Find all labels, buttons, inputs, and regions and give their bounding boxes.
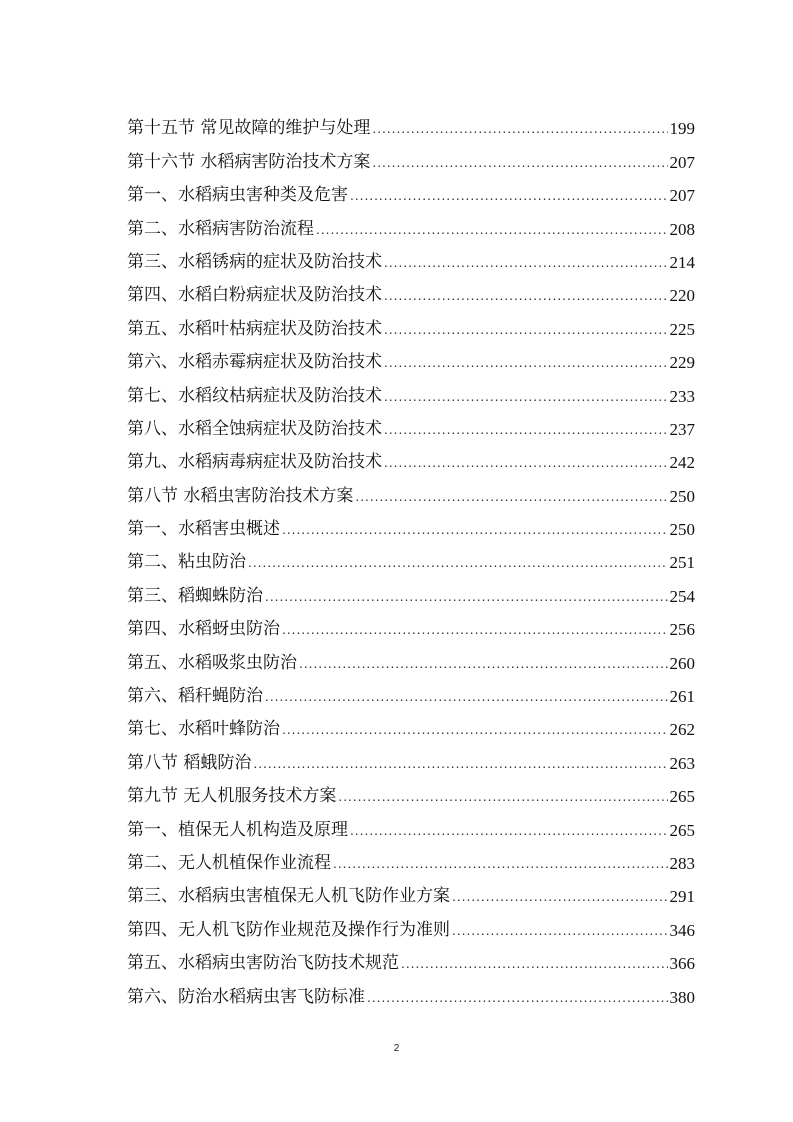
toc-entry-page: 346 xyxy=(669,920,695,940)
toc-entry-page: 262 xyxy=(669,720,695,740)
toc-entry-title: 第九节 无人机服务技术方案 xyxy=(127,786,337,807)
toc-entry-title: 第一、水稻病虫害种类及危害 xyxy=(127,185,348,206)
toc-entry-title: 第三、水稻锈病的症状及防治技术 xyxy=(127,251,382,272)
toc-entry-title: 第二、粘虫防治 xyxy=(127,552,246,573)
toc-entry-title: 第八节 水稻虫害防治技术方案 xyxy=(127,485,354,506)
toc-entry-title: 第四、水稻白粉病症状及防治技术 xyxy=(127,285,382,306)
toc-entry[interactable] xyxy=(127,338,695,371)
toc-leader-dots xyxy=(384,357,668,369)
toc-entry-page: 237 xyxy=(669,419,695,439)
toc-entry[interactable] xyxy=(127,705,695,738)
toc-entry-page: 207 xyxy=(669,186,695,206)
toc-entry-page: 251 xyxy=(669,553,695,573)
toc-entry-title: 第五、水稻叶枯病症状及防治技术 xyxy=(127,318,382,339)
toc-entry-title: 第二、无人机植保作业流程 xyxy=(127,852,331,873)
toc-leader-dots xyxy=(367,992,668,1004)
toc-entry[interactable] xyxy=(127,505,695,538)
toc-entry-title: 第五、水稻吸浆虫防治 xyxy=(127,652,297,673)
toc-entry[interactable] xyxy=(127,805,695,838)
toc-entry-page: 261 xyxy=(669,687,695,707)
toc-leader-dots xyxy=(282,624,668,636)
toc-leader-dots xyxy=(350,190,668,202)
toc-entry-page: 207 xyxy=(669,152,695,172)
toc-entry-page: 263 xyxy=(669,753,695,773)
toc-leader-dots xyxy=(282,524,668,536)
toc-leader-dots xyxy=(384,324,668,336)
toc-entry-title: 第六、水稻赤霉病症状及防治技术 xyxy=(127,352,382,373)
toc-entry-title: 第三、稻蜘蛛防治 xyxy=(127,585,263,606)
toc-entry-title: 第六、防治水稻病虫害飞防标准 xyxy=(127,986,365,1007)
toc-entry-page: 265 xyxy=(669,787,695,807)
toc-entry-page: 208 xyxy=(669,219,695,239)
toc-entry-title: 第三、水稻病虫害植保无人机飞防作业方案 xyxy=(127,886,450,907)
toc-leader-dots xyxy=(372,123,667,135)
toc-leader-dots xyxy=(355,491,667,503)
toc-leader-dots xyxy=(316,224,668,236)
toc-entry-page: 225 xyxy=(669,319,695,339)
toc-leader-dots xyxy=(299,658,668,670)
toc-entry[interactable] xyxy=(127,371,695,404)
toc-entry-page: 256 xyxy=(669,620,695,640)
toc-entry-title: 第七、水稻纹枯病症状及防治技术 xyxy=(127,385,382,406)
toc-leader-dots xyxy=(333,858,668,870)
toc-leader-dots xyxy=(401,958,668,970)
toc-leader-dots xyxy=(372,157,667,169)
toc-entry[interactable] xyxy=(127,304,695,337)
toc-leader-dots xyxy=(248,557,668,569)
toc-leader-dots xyxy=(452,925,668,937)
toc-entry[interactable] xyxy=(127,238,695,271)
toc-entry-page: 291 xyxy=(669,887,695,907)
toc-entry-page: 366 xyxy=(669,954,695,974)
toc-leader-dots xyxy=(384,391,668,403)
toc-leader-dots xyxy=(265,691,668,703)
toc-entry-page: 265 xyxy=(669,820,695,840)
toc-entry-page: 233 xyxy=(669,386,695,406)
toc-entry-title: 第四、无人机飞防作业规范及操作行为准则 xyxy=(127,919,450,940)
toc-entry-title: 第五、水稻病虫害防治飞防技术规范 xyxy=(127,953,399,974)
toc-entry-title: 第九、水稻病毒病症状及防治技术 xyxy=(127,452,382,473)
toc-entry-title: 第六、稻秆蝇防治 xyxy=(127,686,263,707)
toc-entry-title: 第一、水稻害虫概述 xyxy=(127,519,280,540)
toc-entry-page: 260 xyxy=(669,653,695,673)
toc-entry[interactable] xyxy=(127,839,695,872)
toc-entry-page: 250 xyxy=(669,486,695,506)
toc-entry-page: 242 xyxy=(669,453,695,473)
toc-leader-dots xyxy=(253,758,667,770)
toc-entry[interactable] xyxy=(127,137,695,170)
toc-leader-dots xyxy=(384,290,668,302)
toc-entry-title: 第二、水稻病害防治流程 xyxy=(127,218,314,239)
toc-entry-title: 第七、水稻叶蜂防治 xyxy=(127,719,280,740)
toc-entry[interactable] xyxy=(127,939,695,972)
toc-entry[interactable] xyxy=(127,605,695,638)
toc-entry-page: 380 xyxy=(669,987,695,1007)
toc-entry-page: 254 xyxy=(669,586,695,606)
toc-entry-title: 第十六节 水稻病害防治技术方案 xyxy=(127,151,371,172)
toc-entry[interactable] xyxy=(127,204,695,237)
toc-entry[interactable] xyxy=(127,738,695,771)
toc-entry-page: 229 xyxy=(669,353,695,373)
toc-entry[interactable] xyxy=(127,471,695,504)
toc-entry-page: 250 xyxy=(669,520,695,540)
toc-entry[interactable] xyxy=(127,405,695,438)
table-of-contents xyxy=(127,104,695,1006)
toc-entry[interactable] xyxy=(127,972,695,1005)
toc-entry-title: 第八节 稻蛾防治 xyxy=(127,752,252,773)
toc-entry-page: 283 xyxy=(669,853,695,873)
toc-leader-dots xyxy=(338,791,667,803)
toc-entry-page: 214 xyxy=(669,252,695,272)
toc-entry[interactable] xyxy=(127,171,695,204)
page-number: 2 xyxy=(393,1043,400,1054)
toc-entry[interactable] xyxy=(127,672,695,705)
toc-leader-dots xyxy=(350,825,668,837)
toc-entry[interactable] xyxy=(127,638,695,671)
toc-entry[interactable] xyxy=(127,438,695,471)
toc-entry[interactable] xyxy=(127,905,695,938)
toc-entry[interactable] xyxy=(127,772,695,805)
toc-leader-dots xyxy=(452,891,668,903)
toc-entry-title: 第一、植保无人机构造及原理 xyxy=(127,819,348,840)
toc-entry-page: 220 xyxy=(669,286,695,306)
toc-entry-title: 第八、水稻全蚀病症状及防治技术 xyxy=(127,418,382,439)
toc-entry[interactable] xyxy=(127,571,695,604)
toc-entry-page: 199 xyxy=(669,119,695,139)
toc-entry[interactable] xyxy=(127,872,695,905)
toc-entry-title: 第十五节 常见故障的维护与处理 xyxy=(127,118,371,139)
toc-entry[interactable] xyxy=(127,104,695,137)
toc-entry[interactable] xyxy=(127,538,695,571)
toc-leader-dots xyxy=(282,724,668,736)
toc-leader-dots xyxy=(384,257,668,269)
toc-leader-dots xyxy=(384,457,668,469)
toc-leader-dots xyxy=(384,424,668,436)
toc-entry[interactable] xyxy=(127,271,695,304)
toc-entry-title: 第四、水稻蚜虫防治 xyxy=(127,619,280,640)
toc-leader-dots xyxy=(265,591,668,603)
